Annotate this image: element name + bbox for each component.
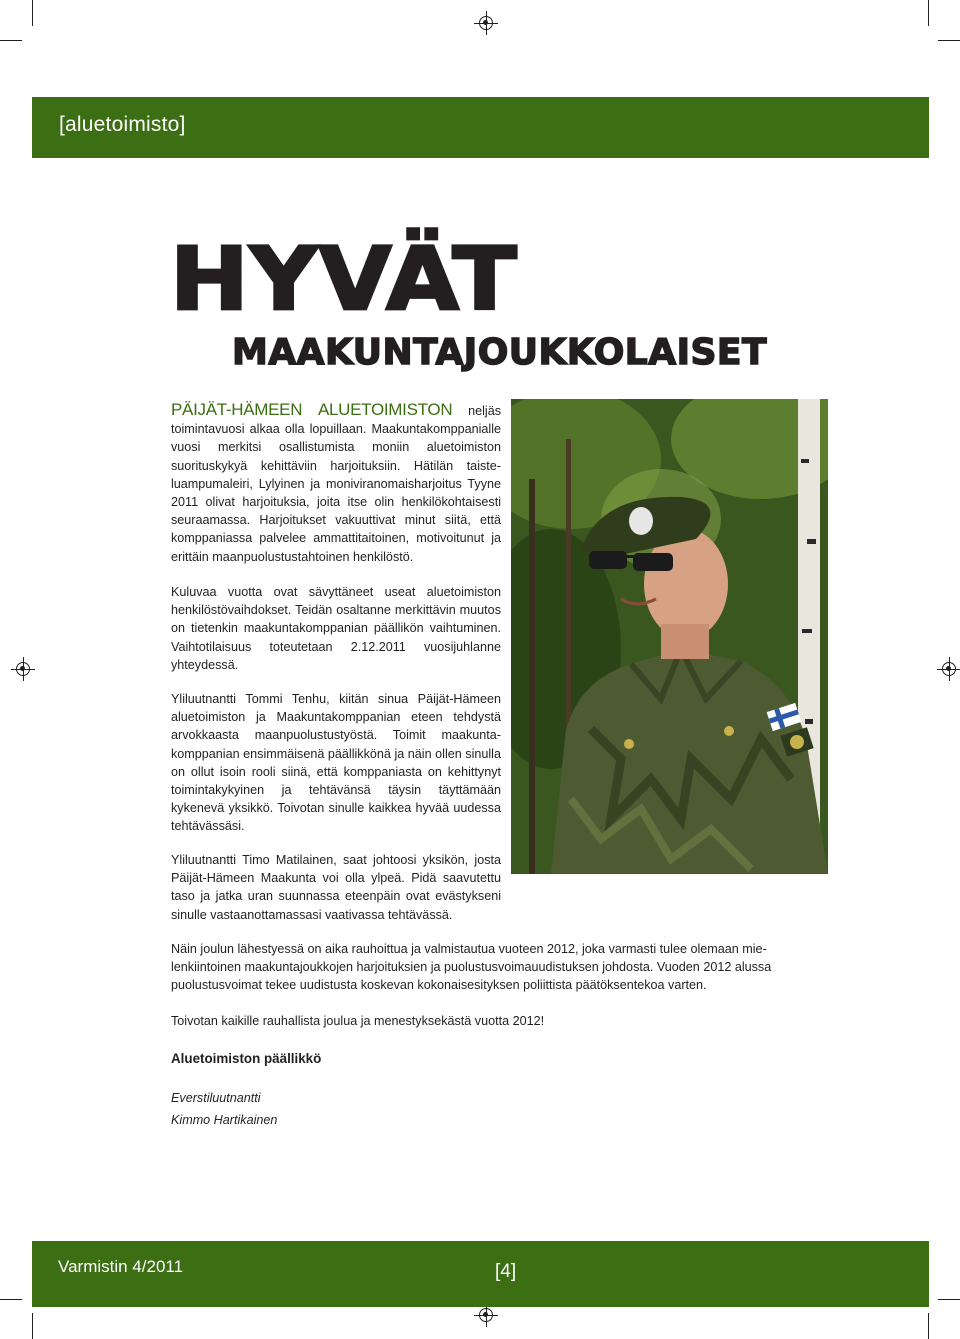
signature-title: Aluetoimiston päällikkö (171, 1051, 322, 1066)
crop-mark (938, 1299, 960, 1300)
footer-bar (32, 1241, 929, 1307)
lead-caps: PÄIJÄT-HÄMEEN ALUETOIMISTON (171, 400, 453, 419)
crop-mark (938, 40, 960, 41)
signature-name: Kimmo Hartikainen (171, 1113, 278, 1127)
article-paragraph-1 (171, 401, 501, 566)
article-paragraph-4: Yliluutnantti Timo Matilainen, saat johtoosi yksikön, josta Päijät-Hämeen Maakunta voi olla ylpeä. Pidä saavutettu taso ja jatka uran suunnassa eteenpäin ovat evästykseni sinulle vastaanottamassasi vaativassa tehtävässä. (171, 853, 501, 922)
registration-mark-icon (942, 662, 956, 676)
crop-mark (32, 1313, 33, 1339)
crop-mark (928, 0, 929, 26)
signature-rank: Everstiluutnantti (171, 1091, 261, 1105)
article-paragraph-2: Kuluvaa vuotta ovat sävyttäneet useat aluetoimiston henkilöstövaihdokset. Teidän osaltanne merkittävin muutos on tietenkin maakuntakomppanian päällikön vaihtuminen. Vaihtotilaisuus toteutetaan 2.12.2011 vuosijuhlanne yhteydessä. (171, 585, 501, 672)
crop-mark (32, 0, 33, 26)
headline: HYVÄT (170, 230, 518, 331)
article-paragraph-5: Näin joulun lähestyessä on aika rauhoittua ja valmistautua vuoteen 2012, joka varmasti tulee olemaan mielenkiintoinen maakuntajoukkojen harjoituksien ja puolustusvoimauudistuksen johdosta. Vuoden 2012 alussa puolustusvoimat tekee uudistusta koskevan kokonaisesityksen poliittista päätöksentekoa varten. (171, 942, 772, 993)
page-number: [4] (495, 1261, 517, 1282)
section-header-bar (32, 97, 929, 158)
headline-sub: MAAKUNTAJOUKKOLAISET (232, 332, 768, 373)
registration-mark-icon (479, 16, 493, 30)
crop-mark (0, 40, 22, 41)
registration-mark-icon (479, 1308, 493, 1322)
portrait-photo (511, 399, 828, 874)
paragraph-1-body: neljäs toimintavuosi alkaa olla lopuillaan. Maakuntakomppanialle vuosi merkitsi osallistumista moniin aluetoimiston suorituskykyä kehittäviin harjoituksiin. Hätilän taisteluampumaleiri, Lylyinen ja moniviranomaisharjoitus Tyyne 2011 olivat harjoituksia, joita itse olin henkilökohtaisesti seuraamassa. Harjoitukset vakuuttivat minut siitä, että komppaniassa palvelee ammattitaitoinen, motivoitunut ja erittäin maanpuolustustahtoinen henkilöstö. (171, 404, 501, 564)
portrait-illustration (511, 399, 828, 874)
section-label: [aluetoimisto] (59, 113, 186, 136)
article-paragraph-3: Yliluutnantti Tommi Tenhu, kiitän sinua Päijät-Hämeen aluetoimiston ja Maakuntakomppanian eteen tehdystä arvokkaasta maanpuolustustyöstä. Toimit maakuntakomppanian ensimmäisenä päällikkönä ja näin ollen sinulla on ollut isoin rooli siinä, että komppaniasta on kehittynyt toimintakykyinen ja tehtävänsä täysin täyttämään kykenevä yksikkö. Toivotan sinulle kaikkea hyvää uudessa tehtävässäsi. (171, 692, 501, 834)
crop-mark (0, 1299, 22, 1300)
crop-mark (928, 1313, 929, 1339)
article-paragraph-6: Toivotan kaikille rauhallista joulua ja menestyksekästä vuotta 2012! (171, 1014, 545, 1028)
publication-label: Varmistin 4/2011 (58, 1257, 184, 1276)
registration-mark-icon (16, 662, 30, 676)
